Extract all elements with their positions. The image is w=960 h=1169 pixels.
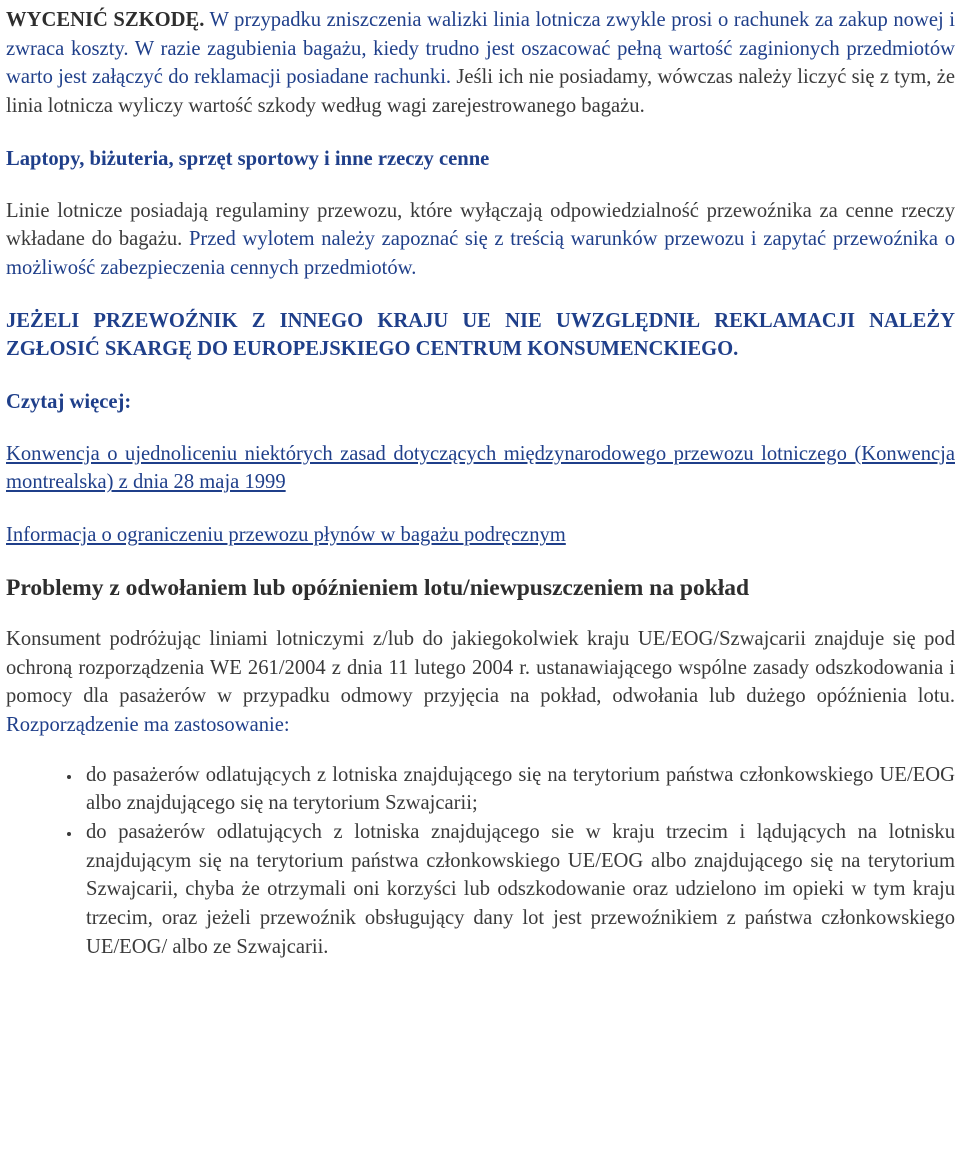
montreal-convention-link[interactable]: Konwencja o ujednoliceniu niektórych zasad dotyczących międzynarodowego przewozu lotniczego (Konwencja montrealska) z dnia 28 maja 1999	[6, 442, 955, 494]
read-more-label: Czytaj więcej:	[6, 391, 132, 414]
problems-text-blue: Rozporządzenie ma zastosowanie:	[6, 713, 290, 736]
valuables-text: Linie lotnicze posiadają regulaminy przewozu, które wyłączają odpowiedzialność przewoźnika za cenne rzeczy wkładane do bagażu.	[6, 199, 955, 251]
list-item: • do pasażerów odlatujących z lotniska znajdującego sie w kraju trzecim i lądujących na lotnisku znajdującym się na terytorium państwa członkowskiego UE/EOG albo znajdującego się na terytorium Szwajcarii, chyba że otrzymali oni korzyści lub odszkodowanie oraz udzielono im opieki w tym kraju trzecim, oraz jeżeli przewoźnik obsługujący dany lot jest przewoźnikiem z państwa członkowskiego UE/EOG/ albo ze Szwajcarii.	[82, 818, 955, 962]
intro-text-blue: W przypadku zniszczenia walizki linia lotnicza zwykle prosi o rachunek za zakup nowej i zwraca koszty. W razie zagubienia bagażu, kiedy trudno jest oszacować pełną wartość zaginionych przedmiotów warto jest załączyć do reklamacji posiadane rachunki.	[6, 9, 955, 89]
intro-lead: WYCENIĆ SZKODĘ.	[6, 9, 205, 31]
problems-paragraph	[6, 625, 955, 740]
problems-heading: Problemy z odwołaniem lub opóźnieniem lotu/niewpuszczeniem na pokład	[6, 574, 750, 601]
valuables-heading: Laptopy, biżuteria, sprzęt sportowy i inne rzeczy cenne	[6, 147, 490, 170]
read-more-link-paragraph-1	[6, 440, 955, 497]
scope-list	[6, 761, 955, 962]
problems-text: Konsument podróżując liniami lotniczymi z/lub do jakiegokolwiek kraju UE/EOG/Szwajcarii znajduje się pod ochroną rozporządzenia WE 261/2004 z dnia 11 lutego 2004 r. ustanawiającego wspólne zasady odszkodowania i pomocy dla pasażerów w przypadku odmowy przyjęcia na pokład, odwołania lub dużego opóźnienia lotu.	[6, 627, 955, 708]
read-more-link-paragraph-2	[6, 521, 955, 550]
intro-paragraph	[6, 6, 955, 121]
notice-paragraph	[6, 307, 955, 364]
intro-text: Jeśli ich nie posiadamy, wówczas należy liczyć się z tym, że linia lotnicza wyliczy wartość szkody według wagi zarejestrowanego bagażu.	[6, 66, 955, 118]
valuables-paragraph	[6, 197, 955, 283]
liquids-info-link[interactable]: Informacja o ograniczeniu przewozu płynów w bagażu podręcznym	[6, 524, 566, 547]
list-item: • do pasażerów odlatujących z lotniska znajdującego się na terytorium państwa członkowskiego UE/EOG albo znajdującego się na terytorium Szwajcarii;	[82, 761, 955, 818]
notice-text: JEŻELI PRZEWOŹNIK Z INNEGO KRAJU UE NIE UWZGLĘDNIŁ REKLAMACJI NALEŻY ZGŁOSIĆ SKARGĘ DO EUROPEJSKIEGO CENTRUM KONSUMENCKIEGO.	[6, 309, 955, 361]
valuables-text-blue: Przed wylotem należy zapoznać się z treścią warunków przewozu i zapytać przewoźnika o możliwość zabezpieczenia cennych przedmiotów.	[6, 228, 955, 279]
